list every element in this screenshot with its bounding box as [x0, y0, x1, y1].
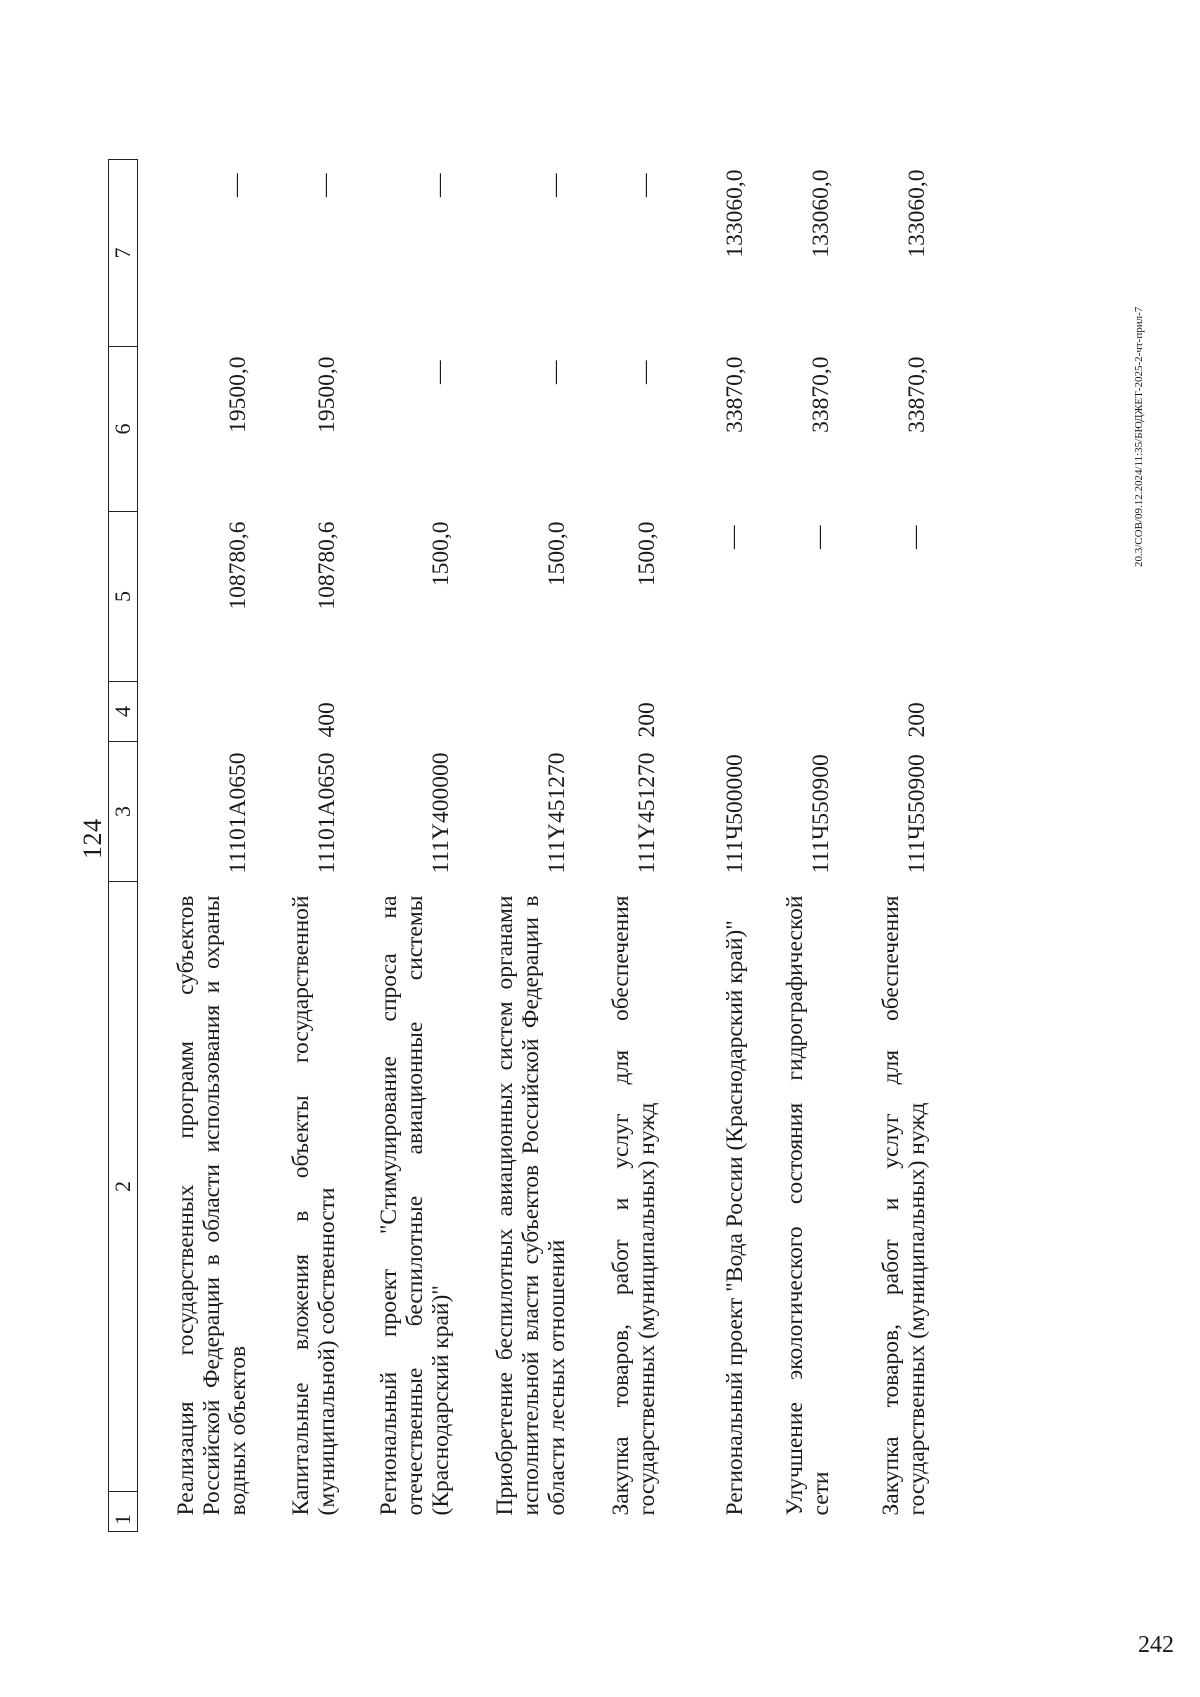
row-amount-5: 1500,0 [544, 521, 571, 587]
row-code: 111Ч550900 [808, 754, 835, 874]
row-amount-5: — [720, 525, 747, 549]
row-amount-6: 33870,0 [808, 356, 835, 433]
row-amount-6: 33870,0 [722, 356, 749, 433]
column-header-6: 6 [109, 347, 138, 512]
row-amount-6: 33870,0 [904, 356, 931, 433]
row-name: Приобретение беспилотных авиационных систем органами исполнительной власти субъектов Российской Федерации в области лесных отношений [491, 895, 571, 1516]
row-code: 11101А0650 [314, 752, 341, 874]
column-header-2: 2 [109, 882, 138, 1492]
row-code: 111Y451270 [634, 752, 661, 874]
row-code: 111Y451270 [544, 752, 571, 874]
page-number: 124 [78, 818, 107, 859]
row-amount-6: — [426, 360, 453, 384]
row-code: 11101А0650 [225, 752, 252, 874]
table-row [757, 160, 843, 1532]
row-amount-5: — [806, 525, 833, 549]
row-amount-5: 108780,6 [314, 521, 341, 610]
row-name: Капитальные вложения в объекты государственной (муниципальной) собственности [287, 895, 341, 1516]
row-kind: 400 [314, 702, 341, 738]
table-row [843, 160, 939, 1532]
row-amount-6: 19500,0 [225, 356, 252, 433]
row-amount-7: — [632, 173, 659, 197]
table-row [260, 160, 349, 1532]
column-header-3: 3 [109, 742, 138, 882]
row-code: 111Y400000 [428, 752, 455, 874]
row-name: Закупка товаров, работ и услуг для обеспечения государственных (муниципальных) нужд [607, 895, 661, 1516]
row-amount-5: 1500,0 [634, 521, 661, 587]
row-name: Реализация государственных программ субъектов Российской Федерации в области использования и охраны водных объектов [172, 895, 252, 1516]
row-amount-5: 1500,0 [428, 521, 455, 587]
row-code: 111Ч500000 [722, 754, 749, 874]
row-name: Улучшение экологического состояния гидрографической сети [781, 895, 835, 1516]
budget-table [108, 159, 939, 1532]
table-row [138, 160, 260, 1532]
header-row [109, 160, 138, 1532]
row-amount-7: — [312, 173, 339, 197]
row-amount-5: — [902, 525, 929, 549]
table-row [579, 160, 669, 1532]
row-name: Региональный проект "Стимулирование спроса на отечественные беспилотные авиационные системы (Краснодарский край)" [375, 895, 455, 1516]
row-kind [757, 682, 843, 742]
footer-document-code: 20.3/СОВ/09.12.2024/11:35/БЮДЖЕТ-2025-2-чт-прил-7 [1133, 306, 1145, 567]
row-kind [669, 682, 757, 742]
row-amount-6: — [632, 360, 659, 384]
row-kind [349, 682, 463, 742]
row-amount-7: — [426, 173, 453, 197]
row-amount-7: — [542, 173, 569, 197]
row-amount-7: 133060,0 [722, 169, 749, 258]
column-header-4: 4 [109, 682, 138, 742]
table-row [463, 160, 579, 1532]
row-amount-7: 133060,0 [808, 169, 835, 258]
row-kind: 200 [634, 702, 661, 738]
row-name: Региональный проект "Вода России (Краснодарский край)" [722, 920, 749, 1516]
column-header-1: 1 [109, 1492, 138, 1532]
row-amount-7: 133060,0 [904, 169, 931, 258]
row-amount-5: 108780,6 [225, 521, 252, 610]
table-row [349, 160, 463, 1532]
table-row [669, 160, 757, 1532]
row-amount-6: — [542, 360, 569, 384]
row-name: Закупка товаров, работ и услуг для обеспечения государственных (муниципальных) нужд [877, 895, 931, 1516]
row-amount-7: — [223, 173, 250, 197]
row-code: 111Ч550900 [904, 754, 931, 874]
row-kind [463, 682, 579, 742]
column-header-7: 7 [109, 160, 138, 347]
column-header-5: 5 [109, 512, 138, 682]
row-amount-6: 19500,0 [314, 356, 341, 433]
row-kind: 200 [904, 702, 931, 738]
sheet-number: 242 [1138, 1632, 1174, 1658]
row-kind [138, 682, 260, 742]
